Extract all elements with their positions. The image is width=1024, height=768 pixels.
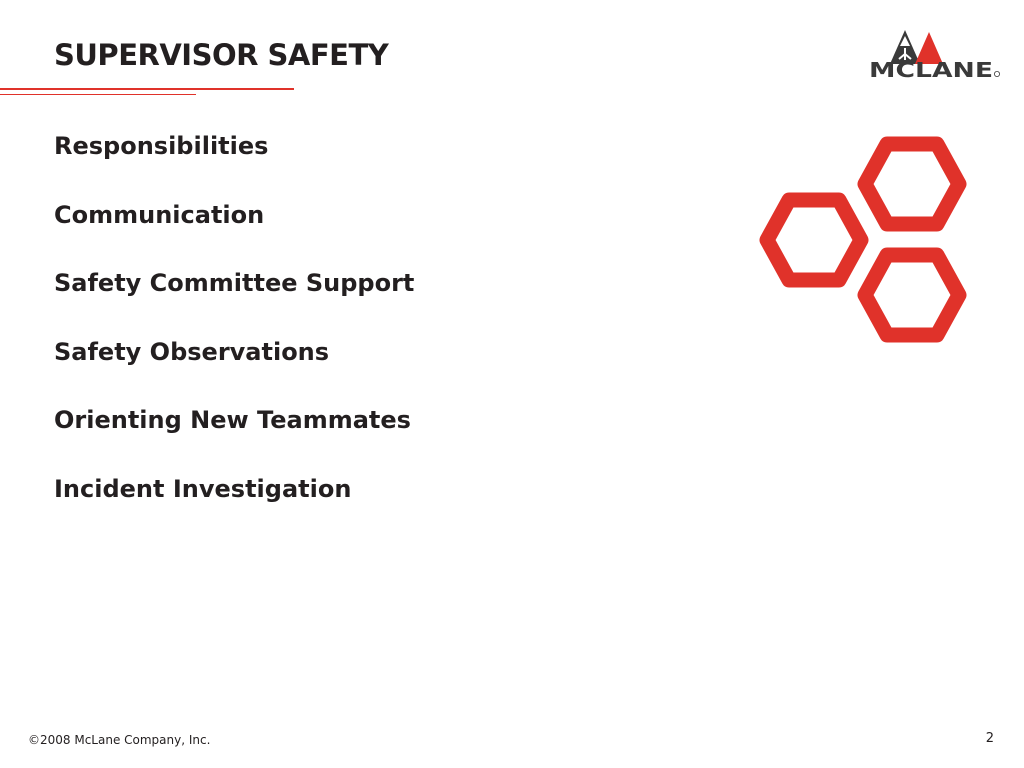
topic-incident-investigation: Incident Investigation [54, 474, 352, 503]
hexagon-ring-left [767, 200, 861, 280]
mclane-logo [866, 28, 1002, 82]
footer-copyright: ©2008 McLane Company, Inc. [28, 733, 211, 747]
title-underline-secondary [0, 94, 196, 95]
topic-orienting-new-teammates: Orienting New Teammates [54, 406, 411, 434]
topic-responsibilities: Responsibilities [54, 132, 269, 160]
topic-safety-committee-support: Safety Committee Support [54, 269, 415, 297]
hexagon-ring-bottom-right [865, 255, 959, 335]
topic-list [54, 128, 414, 539]
hexagon-ring-top-right [865, 144, 959, 224]
mclane-logo-text: MCLANE [869, 58, 993, 82]
topic-safety-observations: Safety Observations [54, 337, 330, 366]
three-hexagon-rings-icon [756, 134, 970, 350]
slide-title: SUPERVISOR SAFETY [54, 38, 389, 72]
topic-communication: Communication [54, 200, 265, 229]
registered-mark-icon [994, 71, 999, 76]
title-underline-primary [0, 88, 294, 90]
page-number: 2 [985, 731, 994, 746]
